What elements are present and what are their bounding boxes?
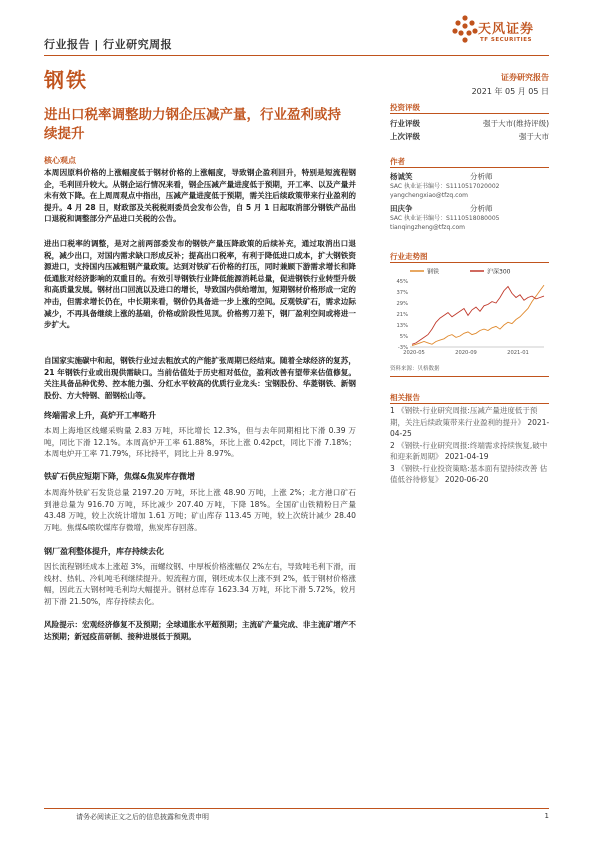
related-index: 3 bbox=[390, 463, 395, 473]
logo-mark-icon bbox=[450, 14, 480, 44]
legend-label: 钢铁 bbox=[427, 268, 440, 276]
industry-trend-chart bbox=[390, 265, 549, 361]
related-list bbox=[390, 405, 552, 486]
core-paragraph-2: 进出口税率的调整，是对之前两部委发布的钢铁产量压降政策的后续补充，通过取消出口退税，减少出口，对国内需求缺口形成反补；提高出口税率，有利于降低进口成本，扩大钢铁资源进口，支持国内压减粗钢产量政策。达到对铁矿石价格的打压，同时兼顾下游需求增长和降低通胀对经济影响的双重目的。有效引导钢铁行业降低能源消耗总量，促进钢铁行业转型升级和高质量发展。钢材出口回流以及进口的增长，导致国内供给增加，短期钢材价格形成一定的冲击，但需求增长仍在，中长期来看，钢价仍具备进一步上涨的空间。反观铁矿石，需求边际减少，不再具备继续上涨的基础，价格或阶段性见顶。价格剪刀差下，钢厂盈利空间或将进一步扩大。 bbox=[44, 239, 356, 330]
chart-bottom-divider bbox=[390, 376, 549, 377]
core-paragraph-1: 本周因原料价格的上涨幅度低于钢材价格的上涨幅度，导致钢企盈利回升，特别是短流程钢企，毛利回升较大。从钢企运行情况来看，钢企压减产量进度低于预期，开工率、以及产量并未有效下降。在上周周观点中指出，压减产量进度低于预期，需关注后续政策带来行业盈利的提升。4 月 28 日，财政部及关税税则委员会发布公告，自 5 月 1 日起取消部分钢铁产品出口退税和调整部分产品进口关税的公告。 bbox=[44, 168, 356, 224]
related-date: 2021-04-19 bbox=[444, 452, 489, 461]
author-divider bbox=[390, 167, 549, 168]
prev-rating-label: 上次评级 bbox=[390, 132, 420, 141]
y-tick-label: -3% bbox=[397, 345, 408, 351]
core-paragraph-3: 自国家实施碳中和起，钢铁行业过去粗放式的产能扩张周期已经结束。随着全球经济的复苏，21 年钢铁行业或出现供需缺口。当前估值处于历史相对低位，盈利改善有望带来估值修复。关注具备品种优势、控本能力强、分红水平较高的优质行业龙头：宝钢股份、华菱钢铁、新钢股份、方大特钢、韶钢松山等。 bbox=[44, 356, 356, 400]
author-sac: SAC 执业证书编号：S1110518080005 bbox=[390, 215, 500, 222]
related-title: 《钢铁-行业研究周报:终端需求持续恢复,破中和迎来新周期》 bbox=[390, 440, 548, 461]
rating-header: 投资评级 bbox=[390, 103, 420, 112]
y-tick-label: 37% bbox=[396, 290, 408, 296]
x-tick-label: 2021-01 bbox=[507, 350, 529, 356]
report-title: 进出口税率调整助力钢企压减产量，行业盈利或持续提升 bbox=[44, 107, 341, 142]
section-profit-body: 因长流程钢坯成本上涨超 3%，而螺纹钢、中厚板价格涨幅仅 2%左右，导致吨毛利下滑，而线材、热轧、冷轧吨毛利继续提升。短流程方面，钢坯成本仅上涨不到 2%，低于钢材价格涨幅，因此五大钢材吨毛利均大幅提升。钢材总库存 1623.34 万吨，环比下滑 5.72%，较月初下滑 21.50%，库存持续去化。 bbox=[44, 562, 356, 606]
author-header: 作者 bbox=[390, 157, 405, 166]
author-email[interactable]: yangchengxiao@tfzq.com bbox=[390, 192, 468, 199]
section-demand-header: 终端需求上升，高炉开工率略升 bbox=[44, 411, 156, 420]
report-type: 证券研究报告 bbox=[501, 73, 549, 82]
related-index: 2 bbox=[390, 440, 395, 450]
author-email[interactable]: tianqingzheng@tfzq.com bbox=[390, 224, 465, 231]
chart-header: 行业走势图 bbox=[390, 252, 428, 261]
risk-text: 宏观经济修复不及预期；全球通胀水平超预期；主流矿产量完成、非主流矿增产不达预期；新冠疫苗研制、接种进展低于预期。 bbox=[44, 620, 357, 641]
header-divider bbox=[44, 55, 549, 56]
author-name: 田庆争 bbox=[390, 204, 413, 213]
section-demand-body: 本周上海地区线螺采购量 2.83 万吨，环比增长 12.3%，但与去年同期相比下滑 0.39 万吨，同比下滑 12.1%。本周高炉开工率 61.88%，环比上涨 0.42pct，同比下滑 7.18%；本周电炉开工率 71.79%，环比持平，同比上升 8.97%。 bbox=[44, 426, 356, 459]
chart-source: 资料来源：贝格数据 bbox=[390, 366, 440, 372]
y-tick-label: 21% bbox=[396, 312, 408, 318]
x-tick-label: 2020-05 bbox=[403, 350, 425, 356]
page-number: 1 bbox=[544, 812, 549, 820]
related-divider bbox=[390, 403, 549, 404]
author-role: 分析师 bbox=[470, 172, 493, 181]
legend-label: 沪深300 bbox=[487, 268, 511, 276]
industry-name: 钢铁 bbox=[44, 68, 88, 92]
y-tick-label: 5% bbox=[399, 334, 408, 340]
related-index: 1 bbox=[390, 406, 395, 415]
chart-divider bbox=[390, 262, 549, 263]
related-header: 相关报告 bbox=[390, 393, 420, 402]
related-item[interactable] bbox=[390, 405, 552, 440]
author-role: 分析师 bbox=[470, 204, 493, 213]
related-date: 2021-04-25 bbox=[390, 417, 550, 438]
rating-value: 强于大市(维持评级) bbox=[483, 119, 549, 128]
author-name: 杨诚笑 bbox=[390, 172, 413, 181]
related-title: 《钢铁-行业研究周报:压减产量进度低于预期，关注后续政策带来行业盈利的提升》 bbox=[390, 406, 538, 427]
related-item[interactable] bbox=[390, 440, 552, 463]
related-title: 《钢铁-行业投资策略:基本面有望持续改善 估值低谷待修复》 bbox=[390, 463, 548, 484]
footer-divider bbox=[44, 808, 549, 809]
series-line bbox=[412, 287, 544, 345]
disclaimer-note: 请务必阅读正文之后的信息披露和免责申明 bbox=[76, 813, 209, 821]
y-tick-label: 13% bbox=[396, 323, 408, 329]
core-view-header: 核心观点 bbox=[44, 156, 76, 165]
series-line bbox=[412, 285, 544, 346]
y-tick-label: 45% bbox=[396, 279, 408, 285]
prev-rating-value: 强于大市 bbox=[519, 132, 549, 141]
related-item[interactable] bbox=[390, 463, 552, 486]
y-tick-label: 29% bbox=[396, 301, 408, 307]
risk-label: 风险提示： bbox=[44, 620, 83, 629]
report-date: 2021 年 05 月 05 日 bbox=[471, 87, 549, 96]
section-ore-header: 铁矿石供应短期下降，焦煤&焦炭库存微增 bbox=[44, 472, 195, 481]
report-category: 行业报告 | 行业研究周报 bbox=[44, 38, 173, 51]
related-date: 2020-06-20 bbox=[444, 475, 489, 484]
author-sac: SAC 执业证书编号：S1110517020002 bbox=[390, 183, 500, 190]
rating-divider bbox=[390, 113, 549, 114]
rating-label: 行业评级 bbox=[390, 119, 420, 128]
x-tick-label: 2020-09 bbox=[455, 350, 477, 356]
logo-text-cn: 天风证券 bbox=[478, 22, 535, 37]
section-ore-body: 本周海外铁矿石发货总量 2197.20 万吨，环比上涨 48.90 万吨，上涨 2%；北方港口矿石到港总量为 916.70 万吨，环比减少 207.40 万吨，下降 18%。全国矿山铁精粉日产量 43.48 万吨，较上次统计增加 1.61 万吨；矿山库存 113.45 万吨，较上次统计减少 28.40 万吨。焦煤&喷吹煤库存微增，焦炭库存回落。 bbox=[44, 488, 356, 532]
risk-warning bbox=[44, 619, 356, 642]
logo-text-en: TF SECURITIES bbox=[480, 37, 532, 43]
section-profit-header: 钢厂盈利整体提升，库存持续去化 bbox=[44, 547, 164, 556]
